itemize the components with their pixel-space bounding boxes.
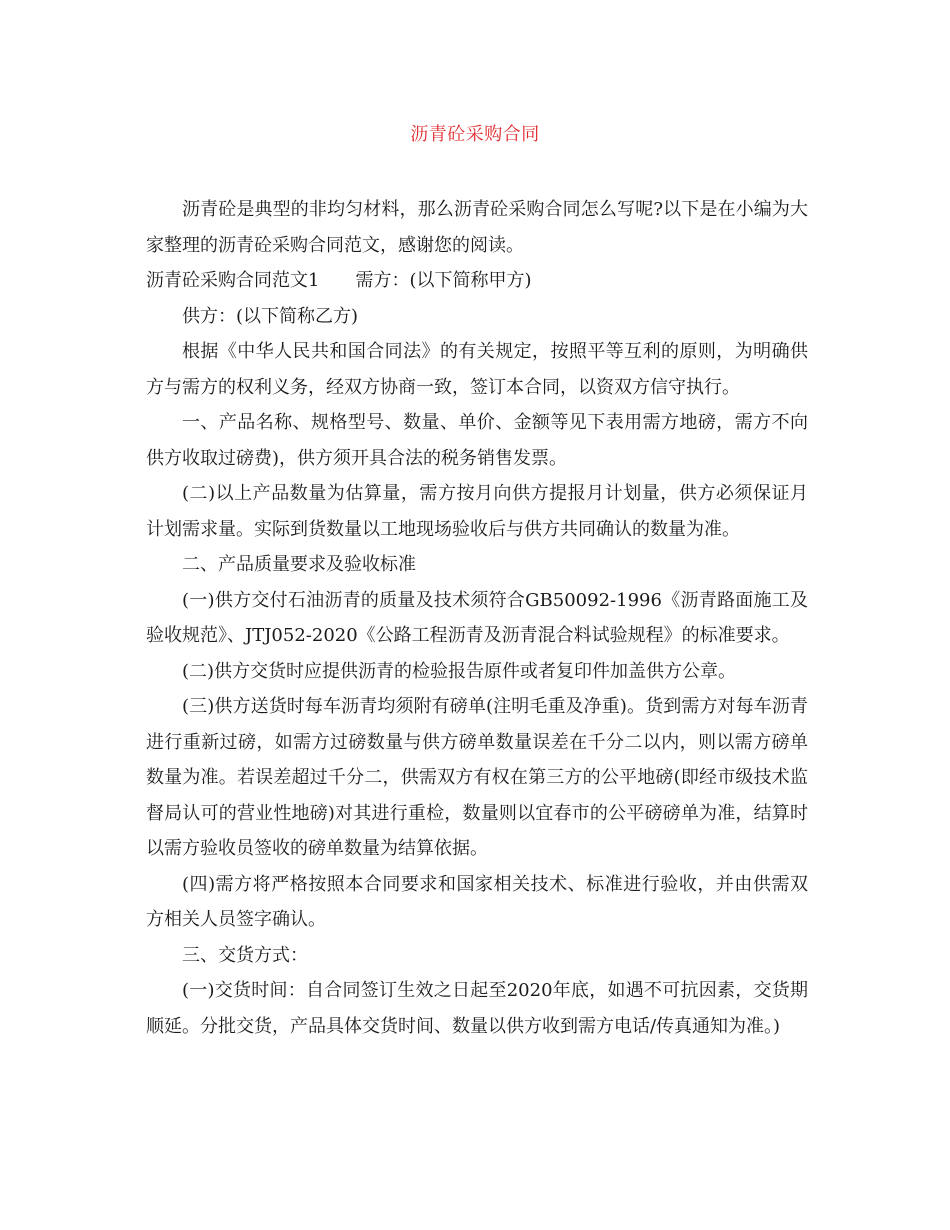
sample-heading-line <box>146 263 808 299</box>
paragraph-section-2-heading: 二、产品质量要求及验收标准 <box>182 554 416 575</box>
paragraph-section-1-2: (二)以上产品数量为估算量，需方按月向供方提报月计划量，供方必须保证月计划需求量。实际到货数量以工地现场验收后与供方共同确认的数量为准。 <box>146 483 808 540</box>
paragraph-section-1: 一、产品名称、规格型号、数量、单价、金额等见下表用需方地磅，需方不向供方收取过磅费)，供方须开具合法的税务销售发票。 <box>146 412 808 469</box>
paragraph-section-2-3: (三)供方送货时每车沥青均须附有磅单(注明毛重及净重)。货到需方对每车沥青进行重新过磅，如需方过磅数量与供方磅单数量误差在千分二以内，则以需方磅单数量为准。若误差超过千分二，供需双方有权在第三方的公平地磅(即经市级技术监督局认可的营业性地磅)对其进行重检，数量则以宜春市的公平磅磅单为准，结算时以需方验收员签收的磅单数量为结算依据。 <box>146 696 808 859</box>
document-body <box>146 192 808 1044</box>
document-title: 沥青砼采购合同 <box>410 124 540 145</box>
buyer-line: 需方：(以下简称甲方) <box>355 270 532 291</box>
paragraph-section-2-2: (二)供方交货时应提供沥青的检验报告原件或者复印件加盖供方公章。 <box>182 660 737 682</box>
sample-heading: 沥青砼采购合同范文1 <box>146 270 320 291</box>
paragraph-legal-basis: 根据《中华人民共和国合同法》的有关规定，按照平等互利的原则，为明确供方与需方的权利义务，经双方协商一致，签订本合同，以资双方信守执行。 <box>146 341 808 398</box>
paragraph-section-2-1: (一)供方交付石油沥青的质量及技术须符合GB50092-1996《沥青路面施工及验收规范》、JTJ052-2020《公路工程沥青及沥青混合料试验规程》的标准要求。 <box>146 589 808 646</box>
paragraph-section-3-1: (一)交货时间：自合同签订生效之日起至2020年底，如遇不可抗因素，交货期顺延。分批交货，产品具体交货时间、数量以供方收到需方电话/传真通知为准。) <box>146 980 808 1037</box>
paragraph-section-3-heading: 三、交货方式： <box>182 944 308 966</box>
paragraph-section-2-4: (四)需方将严格按照本合同要求和国家相关技术、标准进行验收，并由供需双方相关人员签字确认。 <box>146 873 808 930</box>
intro-paragraph: 沥青砼是典型的非均匀材料，那么沥青砼采购合同怎么写呢?以下是在小编为大家整理的沥青砼采购合同范文，感谢您的阅读。 <box>146 199 808 256</box>
supplier-line: 供方：(以下简称乙方) <box>182 305 359 327</box>
